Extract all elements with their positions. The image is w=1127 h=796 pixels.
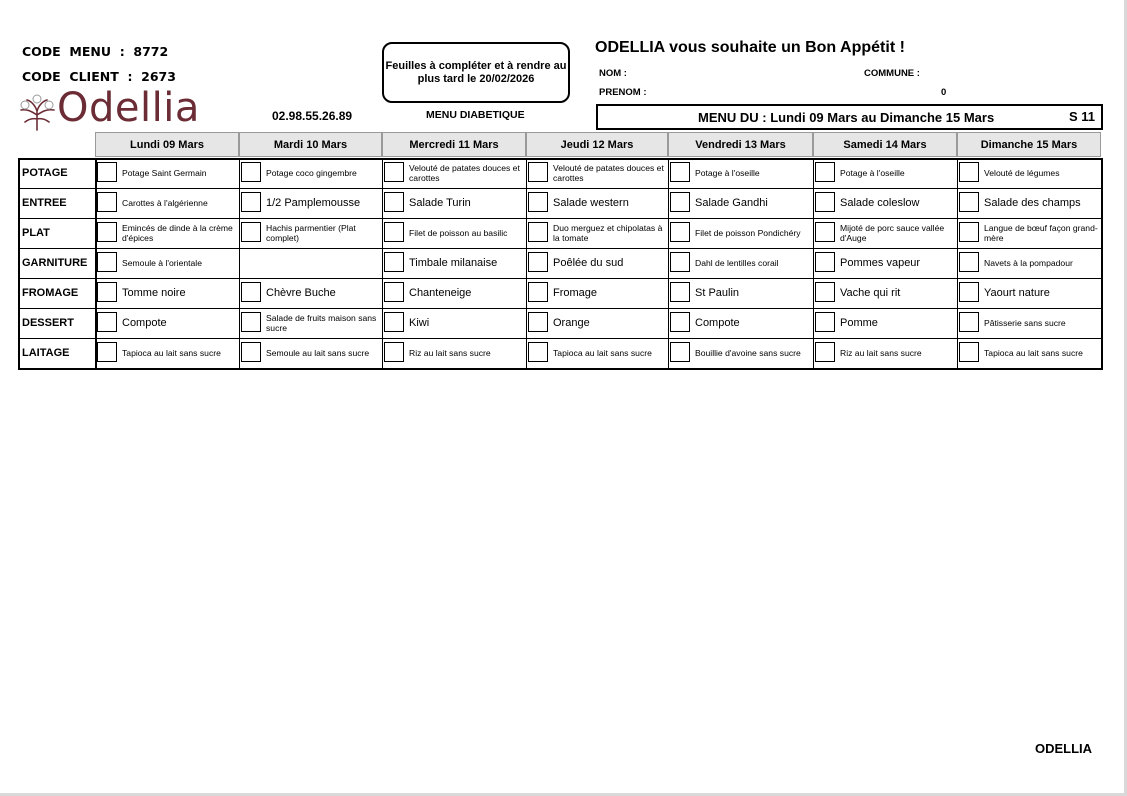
dish-name: Potage à l'oseille [695,168,760,178]
menu-cell [957,218,1101,248]
grid-line [18,338,1103,339]
choice-checkbox[interactable] [670,222,690,242]
dish-name: Salade Turin [409,197,471,209]
phone-number: 02.98.55.26.89 [272,109,353,123]
dish-name: Potage à l'oseille [840,168,905,178]
logo-text: Odellia [57,85,200,131]
menu-cell [239,338,382,368]
menu-cell [382,218,526,248]
day-header: Samedi 14 Mars [813,132,957,157]
dish-name: Compote [695,317,740,329]
menu-cell [382,188,526,218]
menu-period-box [596,104,1103,130]
menu-cell [668,248,813,278]
choice-checkbox[interactable] [959,222,979,242]
dish-name: Velouté de patates douces et carottes [409,163,520,183]
dish-name: Velouté de légumes [984,168,1060,178]
menu-cell [813,188,957,218]
dish-name: Compote [122,317,167,329]
dish-name: Semoule à l'orientale [122,258,202,268]
menu-cell [239,248,382,278]
choice-checkbox[interactable] [241,312,261,332]
course-label: PLAT [22,227,50,239]
dish-name [266,248,380,278]
dish-name: Filet de poisson au basilic [409,228,508,238]
choice-checkbox[interactable] [815,222,835,242]
dish-name: Salade coleslow [840,197,920,209]
dish-name: Poêlée du sud [553,257,624,269]
grid-line [18,278,1103,279]
tree-icon [17,93,57,131]
grid-line [18,308,1103,309]
dish-name: Chèvre Buche [266,287,336,299]
dish-name: Potage coco gingembre [266,168,357,178]
grid-line [18,368,1103,370]
menu-cell [668,308,813,338]
menu-cell [526,308,668,338]
menu-cell [957,188,1101,218]
footer-brand: ODELLIA [1035,741,1093,756]
choice-checkbox[interactable] [384,192,404,212]
menu-cell [813,158,957,188]
menu-cell [95,248,239,278]
menu-cell [95,188,239,218]
course-label: LAITAGE [22,347,70,359]
choice-checkbox[interactable] [241,162,261,182]
menu-cell [957,338,1101,368]
choice-checkbox[interactable] [815,282,835,302]
dish-name: Emincés de dinde à la crème d'épices [122,223,233,243]
dish-name: Duo merguez et chipolatas à la tomate [553,223,663,243]
menu-cell [239,158,382,188]
choice-checkbox[interactable] [528,252,548,272]
choice-checkbox[interactable] [815,252,835,272]
greeting-title: ODELLIA vous souhaite un Bon Appétit ! [595,39,905,56]
dish-name: Filet de poisson Pondichéry [695,228,801,238]
grid-line [1101,158,1103,368]
course-label: FROMAGE [22,287,79,299]
dish-name: Potage Saint Germain [122,168,207,178]
menu-cell [526,218,668,248]
dish-name: Fromage [553,287,598,299]
choice-checkbox[interactable] [528,192,548,212]
count-value: 0 [941,87,947,98]
menu-cell [95,158,239,188]
choice-checkbox[interactable] [528,162,548,182]
choice-checkbox[interactable] [97,282,117,302]
dish-name: Tomme noire [122,287,186,299]
menu-cell [668,278,813,308]
menu-cell [957,308,1101,338]
day-header: Jeudi 12 Mars [526,132,668,157]
dish-name: Bouillie d'avoine sans sucre [695,348,801,358]
dish-name: Yaourt nature [984,287,1050,299]
dish-name: Navets à la pompadour [984,258,1073,268]
choice-checkbox[interactable] [670,342,690,362]
choice-checkbox[interactable] [959,162,979,182]
menu-cell [95,338,239,368]
choice-checkbox[interactable] [97,222,117,242]
choice-checkbox[interactable] [959,282,979,302]
menu-cell [95,278,239,308]
dish-name: Salade western [553,197,629,209]
choice-checkbox[interactable] [241,222,261,242]
choice-checkbox[interactable] [384,162,404,182]
choice-checkbox[interactable] [959,342,979,362]
menu-cell [382,308,526,338]
menu-cell [95,308,239,338]
course-label: POTAGE [22,167,68,179]
dish-name: Velouté de patates douces et carottes [553,163,664,183]
menu-cell [813,338,957,368]
menu-type: MENU DIABETIQUE [426,109,525,121]
menu-cell [668,338,813,368]
menu-cell [382,158,526,188]
dish-name: Carottes à l'algérienne [122,198,208,208]
dish-name: Vache qui rit [840,287,901,299]
grid-line [957,158,958,368]
dish-name: Hachis parmentier (Plat complet) [266,223,356,243]
grid-line [18,158,1103,160]
course-label: ENTREE [22,197,67,209]
choice-checkbox[interactable] [815,192,835,212]
day-header: Mardi 10 Mars [239,132,382,157]
dish-name: 1/2 Pamplemousse [266,197,361,209]
grid-line [18,158,20,368]
nom-label: NOM : [599,68,627,79]
choice-checkbox[interactable] [670,282,690,302]
choice-checkbox[interactable] [815,342,835,362]
choice-checkbox[interactable] [528,222,548,242]
commune-label: COMMUNE : [864,68,920,79]
choice-checkbox[interactable] [670,192,690,212]
grid-line [18,218,1103,219]
choice-checkbox[interactable] [384,312,404,332]
dish-name: Semoule au lait sans sucre [266,348,370,358]
choice-checkbox[interactable] [815,162,835,182]
dish-name: Tapioca au lait sans sucre [984,348,1083,358]
menu-cell [957,158,1101,188]
menu-cell [668,188,813,218]
day-header: Dimanche 15 Mars [957,132,1101,157]
course-label: GARNITURE [22,257,88,269]
menu-cell [382,248,526,278]
dish-name: Pâtisserie sans sucre [984,318,1066,328]
grid-line [526,158,527,368]
prenom-label: PRENOM : [599,87,647,98]
menu-period: MENU DU : Lundi 09 Mars au Dimanche 15 Mars [698,110,995,125]
choice-checkbox[interactable] [670,162,690,182]
grid-line [95,158,97,368]
choice-checkbox[interactable] [528,312,548,332]
menu-cell [668,158,813,188]
menu-cell [813,218,957,248]
day-header: Mercredi 11 Mars [382,132,526,157]
choice-checkbox[interactable] [959,252,979,272]
dish-name: Tapioca au lait sans sucre [122,348,221,358]
grid-line [382,158,383,368]
grid-line [813,158,814,368]
dish-name: Salade de fruits maison sans sucre [266,313,377,333]
choice-checkbox[interactable] [384,252,404,272]
choice-checkbox[interactable] [241,282,261,302]
menu-cell [526,278,668,308]
dish-name: Tapioca au lait sans sucre [553,348,652,358]
menu-cell [95,218,239,248]
dish-name: Riz au lait sans sucre [840,348,922,358]
dish-name: Pommes vapeur [840,257,921,269]
choice-checkbox[interactable] [97,252,117,272]
choice-checkbox[interactable] [384,282,404,302]
grid-line [18,248,1103,249]
code-menu: CODE MENU : 8772 [22,44,169,59]
course-label: DESSERT [22,317,74,329]
menu-cell [239,278,382,308]
menu-cell [813,248,957,278]
choice-checkbox[interactable] [670,312,690,332]
menu-cell [957,248,1101,278]
choice-checkbox[interactable] [815,312,835,332]
choice-checkbox[interactable] [97,162,117,182]
menu-cell [239,308,382,338]
menu-cell [382,278,526,308]
grid-line [668,158,669,368]
menu-cell [526,188,668,218]
week-number: S 11 [1068,109,1095,124]
odellia-logo [17,85,217,134]
choice-checkbox[interactable] [97,312,117,332]
menu-cell [813,308,957,338]
choice-checkbox[interactable] [670,252,690,272]
menu-cell [239,218,382,248]
choice-checkbox[interactable] [97,342,117,362]
menu-cell [668,218,813,248]
day-header: Vendredi 13 Mars [668,132,813,157]
dish-name: St Paulin [695,287,740,299]
menu-cell [239,188,382,218]
dish-name: Mijoté de porc sauce vallée d'Auge [840,223,945,243]
choice-checkbox[interactable] [241,342,261,362]
menu-cell [957,278,1101,308]
dish-name: Dahl de lentilles corail [695,258,779,268]
day-header: Lundi 09 Mars [95,132,239,157]
grid-line [18,188,1103,189]
dish-name: Riz au lait sans sucre [409,348,491,358]
dish-name: Orange [553,317,590,329]
choice-checkbox[interactable] [241,192,261,212]
choice-checkbox[interactable] [528,342,548,362]
choice-checkbox[interactable] [384,342,404,362]
dish-name: Chanteneige [409,287,472,299]
dish-name: Pomme [840,317,878,329]
menu-cell [526,338,668,368]
deadline-notice [382,42,570,103]
choice-checkbox[interactable] [384,222,404,242]
choice-checkbox[interactable] [959,312,979,332]
dish-name: Langue de bœuf façon grand-mère [984,223,1098,243]
menu-cell [382,338,526,368]
grid-line [239,158,240,368]
menu-cell [813,278,957,308]
choice-checkbox[interactable] [959,192,979,212]
dish-name: Kiwi [409,317,430,329]
dish-name: Salade des champs [984,197,1081,209]
dish-name: Timbale milanaise [409,257,498,269]
menu-cell [526,248,668,278]
choice-checkbox[interactable] [97,192,117,212]
choice-checkbox[interactable] [528,282,548,302]
deadline-notice-text: Feuilles à compléter et à rendre au plus tard le 20/02/2026 [385,59,567,85]
menu-cell [526,158,668,188]
code-client: CODE CLIENT : 2673 [22,69,176,84]
dish-name: Salade Gandhi [695,197,768,209]
